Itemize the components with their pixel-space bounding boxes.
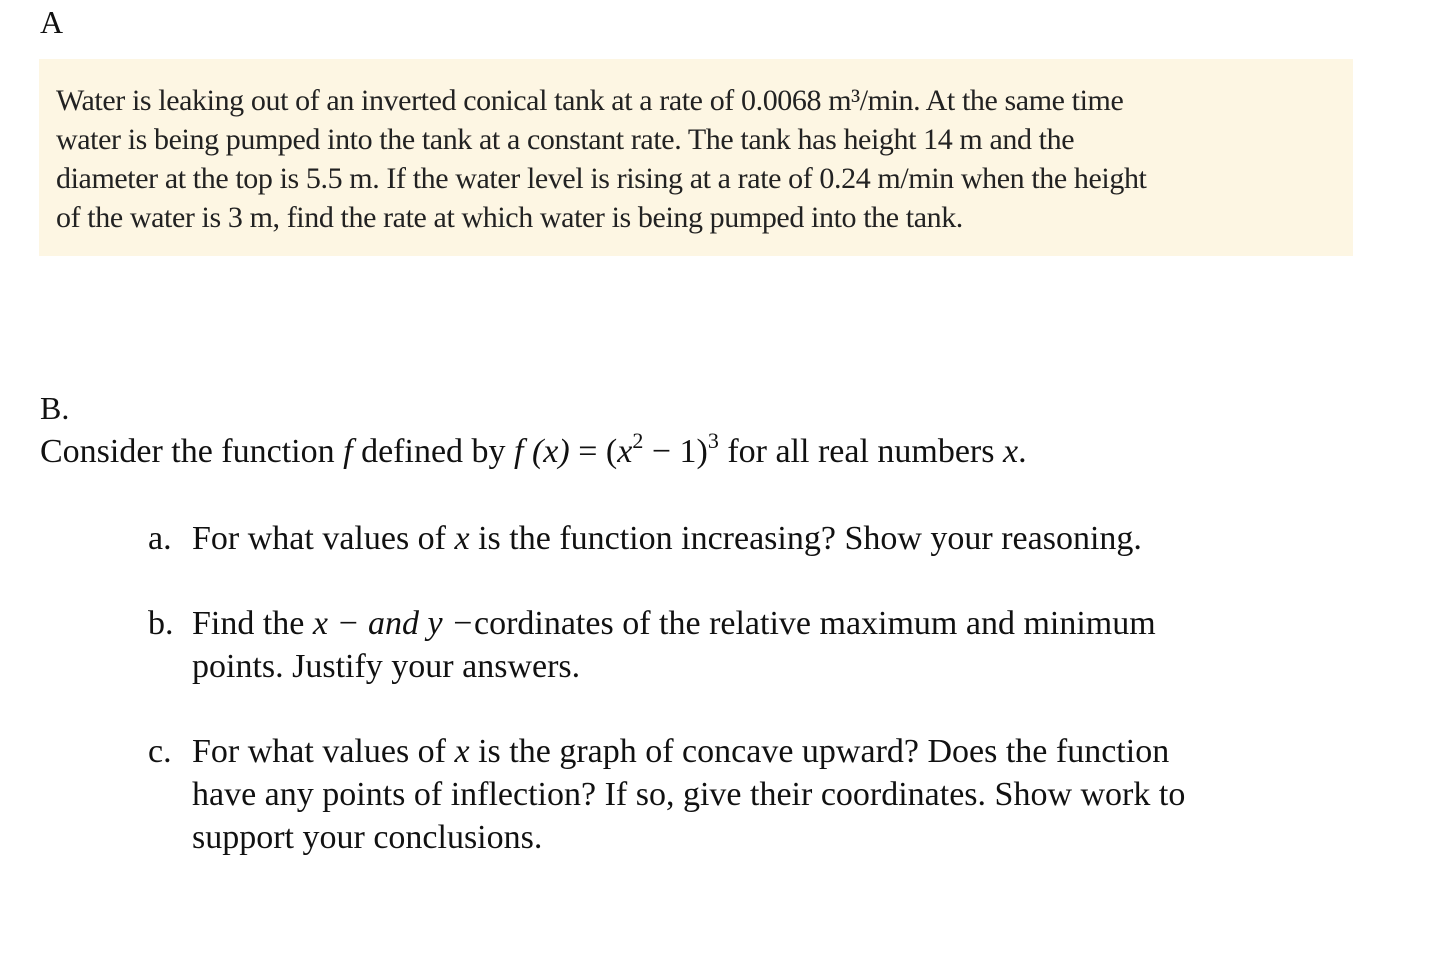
part-a-text-2: is the function increasing? Show your reasoning. xyxy=(469,520,1142,557)
intro-text-1: Consider the function xyxy=(40,433,344,470)
part-c-text-2: is the graph of concave upward? Does the function xyxy=(469,733,1170,770)
section-b-label: B. xyxy=(40,390,70,426)
part-c-line-2: have any points of inflection? If so, give their coordinates. Show work to xyxy=(192,776,1186,813)
intro-f: f xyxy=(343,433,353,470)
part-a xyxy=(148,517,1142,560)
part-b-var: x − and y − xyxy=(312,605,474,642)
intro-exp-2: 2 xyxy=(632,427,644,453)
section-a-label: A xyxy=(40,4,64,40)
part-c-letter: c. xyxy=(148,733,172,770)
part-c-line-3: support your conclusions. xyxy=(192,819,543,856)
part-a-var: x xyxy=(454,520,470,557)
problem-a-line-4: of the water is 3 m, find the rate at which water is being pumped into the tank. xyxy=(56,201,963,234)
part-b xyxy=(148,602,1156,688)
intro-text-3: for all real numbers xyxy=(718,433,1003,470)
intro-x: x xyxy=(617,433,633,470)
intro-var: x xyxy=(1002,433,1019,470)
problem-a-line-1: Water is leaking out of an inverted conical tank at a rate of 0.0068 m³/min. At the same time xyxy=(56,84,1124,117)
intro-text-2: defined by xyxy=(352,433,515,470)
part-c xyxy=(148,730,1185,859)
problem-a-line-3: diameter at the top is 5.5 m. If the water level is rising at a rate of 0.24 m/min when the height xyxy=(56,162,1147,195)
part-c-text-1: For what values of xyxy=(192,733,455,770)
intro-minus: − 1) xyxy=(643,433,708,470)
problem-a-box xyxy=(39,59,1353,256)
part-a-text-1: For what values of xyxy=(192,520,455,557)
part-a-letter: a. xyxy=(148,520,172,557)
part-b-letter: b. xyxy=(148,605,174,642)
problem-a-line-2: water is being pumped into the tank at a constant rate. The tank has height 14 m and the xyxy=(56,123,1075,156)
intro-formula: f (x) xyxy=(514,433,570,470)
part-c-var: x xyxy=(454,733,470,770)
intro-end: . xyxy=(1018,433,1027,470)
part-b-text-1: Find the xyxy=(192,605,313,642)
intro-exp-3: 3 xyxy=(707,427,719,453)
function-definition xyxy=(40,427,1027,474)
intro-eq: = ( xyxy=(569,433,618,470)
part-b-text-2: cordinates of the relative maximum and minimum xyxy=(473,605,1156,642)
part-b-line-2: points. Justify your answers. xyxy=(192,648,581,685)
